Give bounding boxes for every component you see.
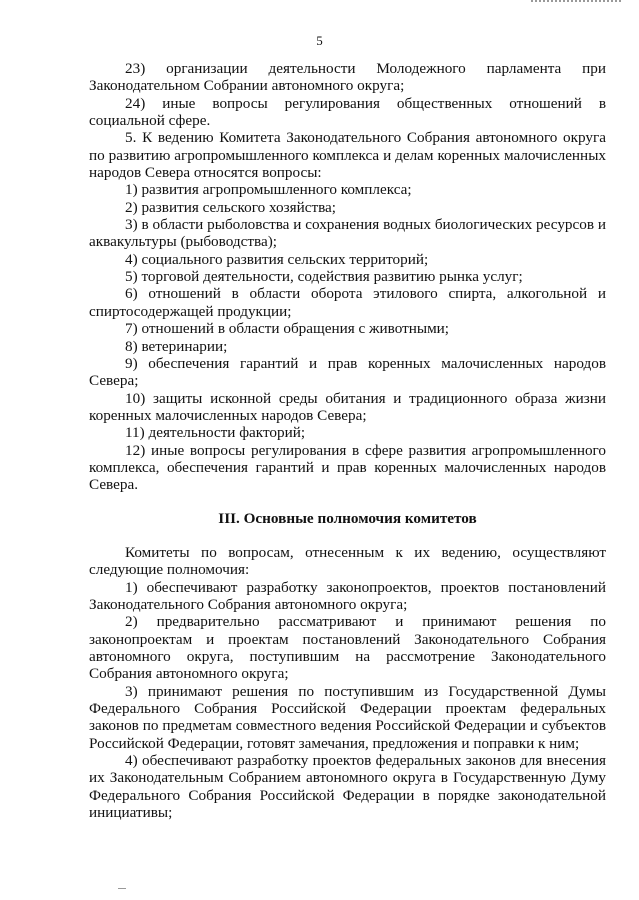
- scan-artifact-bottom: [118, 888, 126, 889]
- paragraph-item-4: 4) социального развития сельских территорий;: [125, 250, 429, 268]
- paragraph-clause-5: 5. К ведению Комитета Законодательного Собрания автономного округа по развитию агропромышленного комплекса и делам коренных малочисленных народов Севера относятся вопросы:: [89, 129, 606, 182]
- section-heading: III. Основные полномочия комитетов: [218, 509, 477, 527]
- paragraph-item-8: 8) ветеринарии;: [125, 337, 228, 355]
- paragraph-item-11: 11) деятельности факторий;: [125, 424, 306, 442]
- paragraph-item-12: 12) иные вопросы регулирования в сфере развития агропромышленного комплекса, обеспечения гарантий и прав коренных малочисленных народов Севера.: [89, 441, 606, 494]
- power-item-4: 4) обеспечивают разработку проектов федеральных законов для внесения их Законодательным Собранием автономного округа в Государственную Думу Федерального Собрания Российской Федерации в порядке законодательной инициативы;: [89, 752, 606, 822]
- power-item-2: 2) предварительно рассматривают и принимают решения по законопроектам и проектам постановлений Законодательного Собрания автономного округа, поступившим на рассмотрение Законодательного Собрания автономного округа;: [89, 613, 606, 683]
- section-intro: Комитеты по вопросам, отнесенным к их ведению, осуществляют следующие полномочия:: [89, 543, 606, 579]
- paragraph-item-6: 6) отношений в области оборота этилового спирта, алкогольной и спиртосодержащей продукции;: [89, 285, 606, 320]
- paragraph-item-2: 2) развития сельского хозяйства;: [125, 198, 337, 216]
- paragraph-item-23: 23) организации деятельности Молодежного парламента при Законодательном Собрании автономного округа;: [89, 60, 606, 95]
- paragraph-item-5: 5) торговой деятельности, содействия развитию рынка услуг;: [125, 268, 523, 286]
- power-item-3: 3) принимают решения по поступившим из Государственной Думы Федерального Собрания Российской Федерации проектам федеральных законов по предметам совместного ведения Российской Федерации и субъектов Российской Федерации, готовят замечания, предложения и поправки к ним;: [89, 682, 606, 752]
- paragraph-item-9: 9) обеспечения гарантий и прав коренных малочисленных народов Севера;: [89, 354, 606, 390]
- paragraph-item-7: 7) отношений в области обращения с животными;: [125, 320, 450, 338]
- document-body: [89, 60, 606, 821]
- paragraph-item-3: 3) в области рыболовства и сохранения водных биологических ресурсов и аквакультуры (рыбоводства);: [89, 216, 606, 251]
- power-item-1: 1) обеспечивают разработку законопроектов, проектов постановлений Законодательного Собрания автономного округа;: [89, 578, 606, 613]
- page-number: 5: [316, 33, 323, 48]
- paragraph-item-1: 1) развития агропромышленного комплекса;: [125, 181, 412, 199]
- paragraph-item-24: 24) иные вопросы регулирования общественных отношений в социальной сфере.: [89, 94, 606, 130]
- paragraph-item-10: 10) защиты исконной среды обитания и традиционного образа жизни коренных малочисленных народов Севера;: [89, 389, 606, 424]
- scan-artifact: [531, 0, 621, 8]
